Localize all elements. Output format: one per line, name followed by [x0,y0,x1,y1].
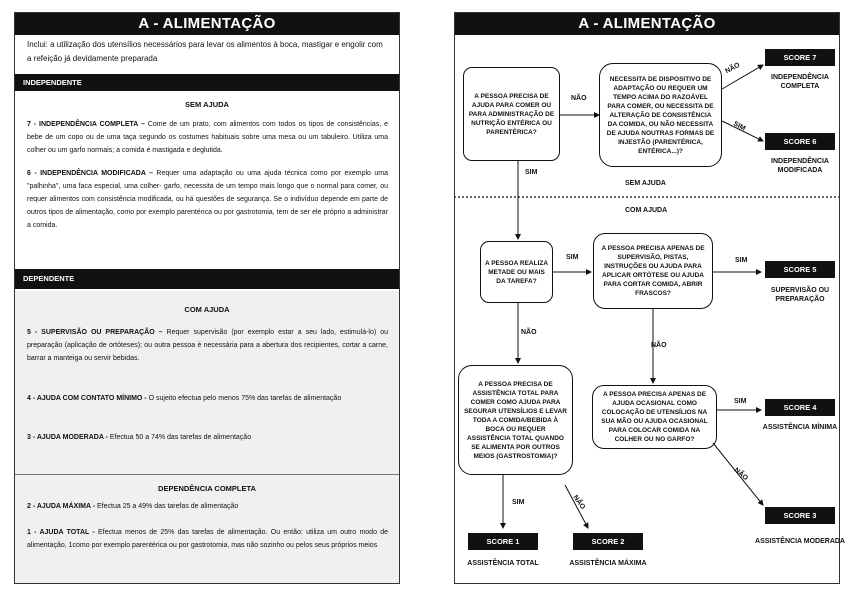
question-5-box: A PESSOA PRECISA APENAS DE AJUDA OCASIONAL COMO COLOCAÇÃO DE UTENSÍLIOS NA SUA MÃO OU AJUDA OCASIONAL PARA COLOCAR COMIDA NA COLHER OU NO GARFO? [592,385,717,449]
score-4-label: ASSISTÊNCIA MÍNIMA [762,424,838,431]
item-5 [15,326,399,365]
item-3-head: 3 - AJUDA MODERADA - [27,434,108,441]
question-6-box: A PESSOA PRECISA DE ASSISTÊNCIA TOTAL PARA COMER COMO AJUDA PARA SEGURAR UTENSÍLIOS E LEVAR TODA A COMIDA/BEBIDA À BOCA OU REQUER ASSISTÊNCIA TOTAL QUANDO SE ALIMENTA POR OUTROS MEIOS (GASTROSTOMIA)? [458,365,573,475]
item-2-head: 2 - AJUDA MÁXIMA - [27,503,96,510]
label-nao-q6: NÃO [571,494,587,511]
com-ajuda-label: COM AJUDA [625,207,668,214]
score-7-badge: SCORE 7 [765,49,835,66]
score-6-badge: SCORE 6 [765,133,835,150]
label-sim-q6: SIM [512,499,525,506]
item-2 [15,500,399,513]
question-3-box: A PESSOA REALIZA METADE OU MAIS DA TAREFA? [480,241,553,303]
item-5-text: Requer supervisão (por exemplo estar a seu lado, estimulá-lo) ou preparação (aplicação de ortóteses); ou outra pessoa é necessária para a abertura dos recipientes, cortar a carne, barrar a manteiga ou servir bebidas. [27,329,388,362]
item-7-text: Come de um prato, com alimentos com todos os tipos de consistências, e bebe de um copo ou de uma taça segundo os costumes habituais sobre uma mesa ou um tabuleiro. Utiliza uma colher ou um garfo normais; a comida é mastigada e deglutida. [27,121,388,154]
label-nao-q2: NÃO [724,61,742,76]
item-3-text: Efectua 50 a 74% das tarefas de alimentação [107,434,252,441]
item-1 [15,526,399,552]
question-4-box: A PESSOA PRECISA APENAS DE SUPERVISÃO, PISTAS, INSTRUÇÕES OU AJUDA PARA APLICAR ORTÓTESE OU AJUDA PARA CORTAR COMIDA, ABRIR FRASCOS? [593,233,713,309]
item-6-head: 6 - INDEPENDÊNCIA MODIFICADA – [27,170,153,177]
divider [15,474,399,475]
label-sim-q3: SIM [566,254,579,261]
item-1-head: 1 - AJUDA TOTAL - [27,529,95,536]
right-title: A - ALIMENTAÇÃO [455,13,839,35]
question-1-box: A PESSOA PRECISA DE AJUDA PARA COMER OU PARA ADMINISTRAÇÃO DE NUTRIÇÃO ENTÉRICA OU PARENTÉRICA? [463,67,560,161]
independente-band: INDEPENDENTE [15,74,399,91]
score-1-label: ASSISTÊNCIA TOTAL [467,560,539,567]
label-sim-q2: SIM [732,120,747,133]
com-ajuda-heading: COM AJUDA [184,305,230,314]
score-3-label: ASSISTÊNCIA MODERADA [755,538,845,545]
item-5-head: 5 - SUPERVISÃO OU PREPARAÇÃO – [27,329,163,336]
item-7 [15,118,399,157]
label-nao-q4: NÃO [651,342,667,349]
score-2-label: ASSISTÊNCIA MÁXIMA [569,560,647,567]
item-4-head: 4 - AJUDA COM CONTATO MÍNIMO - [27,395,147,402]
sem-ajuda-heading: SEM AJUDA [185,100,229,109]
score-7-label: INDEPENDÊNCIA COMPLETA [771,74,829,90]
score-4-badge: SCORE 4 [765,399,835,416]
question-2-box: NECESSITA DE DISPOSITIVO DE ADAPTAÇÃO OU REQUER UM TEMPO ACIMA DO RAZOÁVEL PARA COMER, OU NECESSITA DE ALTERAÇÃO DE CONSISTÊNCIA DA COMIDA, OU NÃO NECESSITA DE AJUDA NOUTRAS FORMAS DE INJESTÃO (PARENTÉRICA, ENTÉRICA...)? [599,63,722,167]
item-4 [15,392,399,405]
item-1-text: Efectua menos de 25% das tarefas de alimentação. Ou então: utiliza um outro modo de alimentação, 1como por exemplo parentérica ou por gastrotomia, mas não sozinho ou pelos seus próprios meios [27,529,389,549]
score-5-label: SUPERVISÃO OU PREPARAÇÃO [770,287,830,303]
score-6-label: INDEPENDÊNCIA MODIFICADA [771,158,829,174]
score-3-badge: SCORE 3 [765,507,835,524]
label-sim-q1: SIM [525,169,538,176]
item-6-text: Requer uma adaptação ou uma ajuda técnica como por exemplo uma "palhinha", uma faca especial, uma colher- garfo, necessita de um tempo mais longo que o normal para comer, ou requer alimentos com consistência modificada, ou há questões de segurança. Se o indivíduo depende em parte de outros tipos de alimentação, como por exemplo parentérica ou por gastrotomia, tem de ser ele próprio a administrar a comida. [27,170,388,229]
score-1-badge: SCORE 1 [468,533,538,550]
score-5-badge: SCORE 5 [765,261,835,278]
intro-text: Inclui: a utilização dos utensílios necessários para levar os alimentos à boca, mastigar e engolir com a refeição já devidamente preparada [27,40,383,63]
label-nao-q1: NÃO [571,95,587,102]
score-2-badge: SCORE 2 [573,533,643,550]
left-panel [14,12,400,584]
left-title: A - ALIMENTAÇÃO [15,13,399,35]
label-sim-q5: SIM [734,398,747,405]
item-3 [15,431,399,444]
dep-completa-heading: DEPENDÊNCIA COMPLETA [158,484,256,493]
dependente-band: DEPENDENTE [15,269,399,289]
item-2-text: Efectua 25 a 49% das tarefas de alimentação [95,503,239,510]
item-7-head: 7 - INDEPENDÊNCIA COMPLETA – [27,121,145,128]
right-panel [454,12,845,584]
sem-ajuda-label: SEM AJUDA [625,180,666,187]
item-6 [15,167,399,232]
item-4-text: O sujeito efectua pelo menos 75% das tarefas de alimentação [146,395,342,402]
label-nao-q5: NÃO [732,466,749,483]
label-nao-q3: NÃO [521,329,537,336]
label-sim-q4: SIM [735,257,748,264]
dependente-section [15,291,399,583]
